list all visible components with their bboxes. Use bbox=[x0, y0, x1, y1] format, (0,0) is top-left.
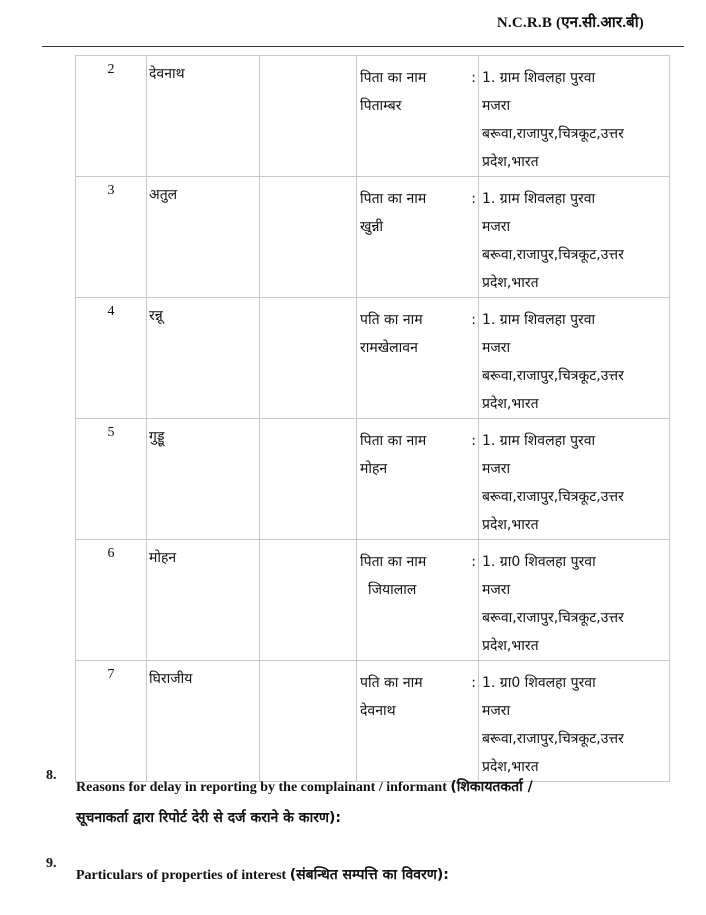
empty-cell bbox=[260, 177, 357, 298]
empty-cell bbox=[260, 540, 357, 661]
address-cell bbox=[479, 661, 670, 782]
accused-table bbox=[75, 55, 670, 782]
section-8-hindi-part1: (शिकायतकर्ता / bbox=[450, 779, 533, 795]
address-line: बरूवा,राजापुर,चित्रकूट,उत्तर bbox=[482, 126, 624, 142]
address-line: 1. ग्रा0 शिवलहा पुरवा bbox=[482, 675, 596, 691]
section-8-english: Reasons for delay in reporting by the complainant / informant bbox=[76, 780, 447, 795]
relation-label: पति का नाम bbox=[360, 675, 423, 691]
serial-number-cell: 7 bbox=[76, 661, 147, 782]
accused-row bbox=[76, 419, 670, 540]
address-line: 1. ग्राम शिवलहा पुरवा bbox=[482, 70, 596, 86]
accused-row bbox=[76, 56, 670, 177]
section-8-heading bbox=[76, 772, 676, 834]
relation-colon: : bbox=[471, 191, 476, 207]
address-line: मजरा bbox=[482, 98, 511, 114]
relation-label-line bbox=[360, 64, 476, 92]
relation-label-line bbox=[360, 669, 476, 697]
address-line: 1. ग्राम शिवलहा पुरवा bbox=[482, 191, 596, 207]
serial-number-cell: 3 bbox=[76, 177, 147, 298]
address-line: प्रदेश,भारत bbox=[482, 154, 539, 170]
relation-cell bbox=[357, 419, 479, 540]
address-line: मजरा bbox=[482, 582, 511, 598]
address-line: बरूवा,राजापुर,चित्रकूट,उत्तर bbox=[482, 731, 624, 747]
relation-label: पति का नाम bbox=[360, 312, 423, 328]
accused-row bbox=[76, 661, 670, 782]
address-line: बरूवा,राजापुर,चित्रकूट,उत्तर bbox=[482, 610, 624, 626]
section-9-english: Particulars of properties of interest bbox=[76, 868, 287, 883]
address-cell bbox=[479, 419, 670, 540]
relation-label-line bbox=[360, 185, 476, 213]
relation-colon: : bbox=[471, 554, 476, 570]
address-cell bbox=[479, 540, 670, 661]
accused-name-cell: घिराजीय bbox=[147, 661, 260, 782]
page-header-title: N.C.R.B (एन.सी.आर.बी) bbox=[496, 15, 644, 31]
section-9-heading bbox=[76, 860, 676, 891]
address-cell bbox=[479, 298, 670, 419]
address-line: बरूवा,राजापुर,चित्रकूट,उत्तर bbox=[482, 489, 624, 505]
address-line: 1. ग्राम शिवलहा पुरवा bbox=[482, 433, 596, 449]
relation-cell bbox=[357, 56, 479, 177]
section-9-hindi: (संबन्धित सम्पत्ति का विवरण): bbox=[289, 867, 449, 883]
relation-label: पिता का नाम bbox=[360, 70, 427, 86]
relation-cell bbox=[357, 298, 479, 419]
accused-name-cell: गुड्डू bbox=[147, 419, 260, 540]
address-line: प्रदेश,भारत bbox=[482, 275, 539, 291]
accused-name-cell: रन्नू bbox=[147, 298, 260, 419]
relation-label: पिता का नाम bbox=[360, 191, 427, 207]
relation-value: खुन्नी bbox=[360, 219, 384, 235]
section-8-number: 8. bbox=[46, 768, 57, 783]
address-line: मजरा bbox=[482, 461, 511, 477]
address-line: 1. ग्रा0 शिवलहा पुरवा bbox=[482, 554, 596, 570]
address-line: मजरा bbox=[482, 703, 511, 719]
empty-cell bbox=[260, 298, 357, 419]
relation-label: पिता का नाम bbox=[360, 433, 427, 449]
accused-row bbox=[76, 298, 670, 419]
relation-value: मोहन bbox=[360, 461, 388, 477]
accused-name-cell: अतुल bbox=[147, 177, 260, 298]
relation-colon: : bbox=[471, 70, 476, 86]
address-line: मजरा bbox=[482, 219, 511, 235]
relation-colon: : bbox=[471, 312, 476, 328]
serial-number-cell: 4 bbox=[76, 298, 147, 419]
address-line: प्रदेश,भारत bbox=[482, 759, 539, 775]
relation-label-line bbox=[360, 306, 476, 334]
section-9-number: 9. bbox=[46, 856, 57, 871]
empty-cell bbox=[260, 419, 357, 540]
relation-colon: : bbox=[471, 433, 476, 449]
relation-colon: : bbox=[471, 675, 476, 691]
address-cell bbox=[479, 56, 670, 177]
empty-cell bbox=[260, 661, 357, 782]
address-line: प्रदेश,भारत bbox=[482, 638, 539, 654]
address-line: मजरा bbox=[482, 340, 511, 356]
accused-row bbox=[76, 177, 670, 298]
empty-cell bbox=[260, 56, 357, 177]
relation-label: पिता का नाम bbox=[360, 554, 427, 570]
address-line: प्रदेश,भारत bbox=[482, 517, 539, 533]
relation-value: देवनाथ bbox=[360, 703, 396, 719]
relation-label-line bbox=[360, 427, 476, 455]
relation-value: पिताम्बर bbox=[360, 98, 402, 114]
accused-name-cell: देवनाथ bbox=[147, 56, 260, 177]
serial-number-cell: 6 bbox=[76, 540, 147, 661]
relation-value: रामखेलावन bbox=[360, 340, 418, 356]
address-line: बरूवा,राजापुर,चित्रकूट,उत्तर bbox=[482, 247, 624, 263]
address-line: बरूवा,राजापुर,चित्रकूट,उत्तर bbox=[482, 368, 624, 384]
relation-value: जियालाल bbox=[368, 582, 417, 598]
address-line: प्रदेश,भारत bbox=[482, 396, 539, 412]
relation-cell bbox=[357, 177, 479, 298]
serial-number-cell: 5 bbox=[76, 419, 147, 540]
serial-number-cell: 2 bbox=[76, 56, 147, 177]
relation-label-line bbox=[360, 548, 476, 576]
relation-cell bbox=[357, 540, 479, 661]
accused-row bbox=[76, 540, 670, 661]
address-line: 1. ग्राम शिवलहा पुरवा bbox=[482, 312, 596, 328]
relation-cell bbox=[357, 661, 479, 782]
accused-name-cell: मोहन bbox=[147, 540, 260, 661]
address-cell bbox=[479, 177, 670, 298]
header-divider bbox=[42, 46, 684, 47]
section-8-hindi-part2: सूचनाकर्ता द्वारा रिपोर्ट देरी से दर्ज कराने के कारण): bbox=[76, 810, 342, 826]
